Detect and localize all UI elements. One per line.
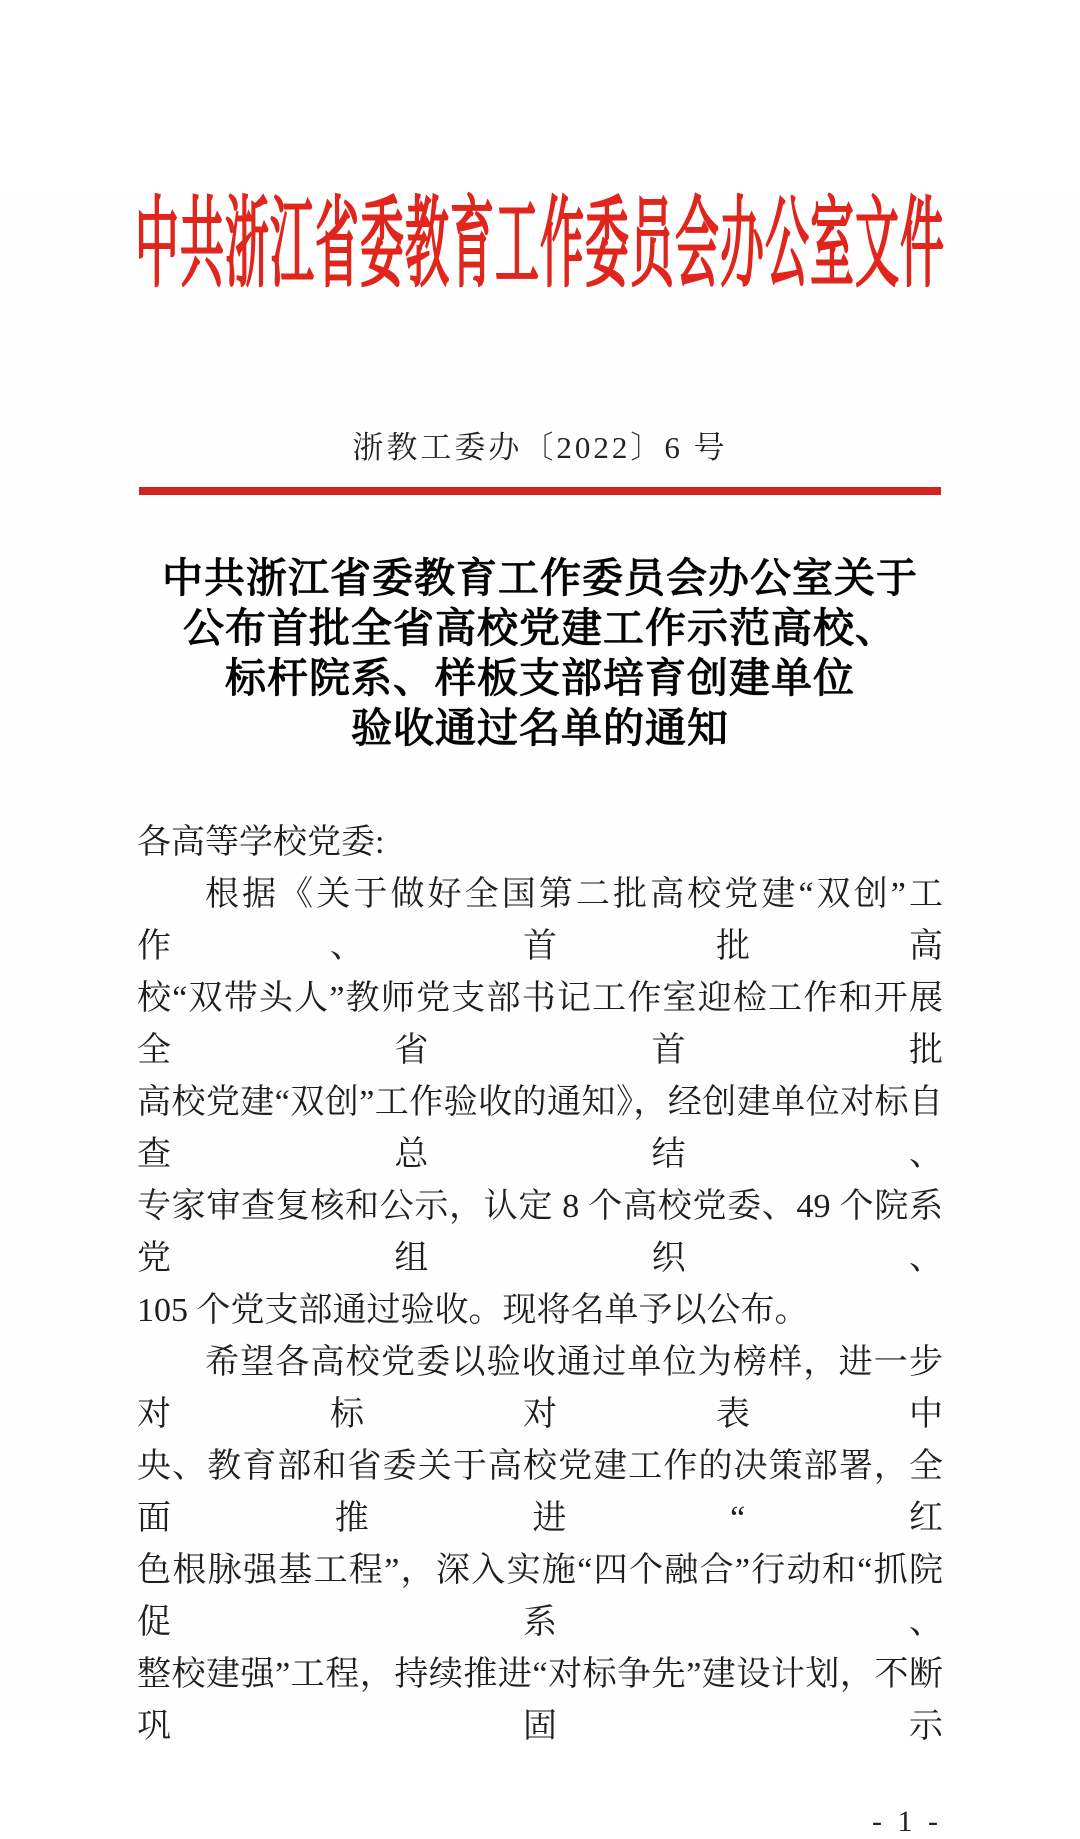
document-title-line-3: 标杆院系、样板支部培育创建单位 — [225, 655, 855, 701]
body-line: 央、教育部和省委关于高校党建工作的决策部署，全面推进“红 — [137, 1448, 943, 1537]
body-line: 根据《关于做好全国第二批高校党建“双创”工作、首批高 — [137, 876, 943, 965]
document-title-line-2: 公布首批全省高校党建工作示范高校、 — [183, 605, 897, 651]
body-line: 色根脉强基工程”，深入实施“四个融合”行动和“抓院促系、 — [137, 1552, 943, 1641]
document-body — [137, 817, 943, 1753]
page-number: - 1 - — [872, 1805, 942, 1838]
salutation-line: 各高等学校党委: — [137, 824, 385, 861]
red-separator-rule — [139, 487, 941, 495]
body-line: 希望各高校党委以验收通过单位为榜样，进一步对标对表中 — [137, 1344, 943, 1433]
body-line: 校“双带头人”教师党支部书记工作室迎检工作和开展全省首批 — [137, 980, 943, 1069]
document-page — [0, 189, 1080, 1838]
body-line: 专家审查复核和公示，认定 8 个高校党委、49 个院系党组织、 — [137, 1188, 943, 1277]
letterhead-title: 中共浙江省委教育工作委员会办公室文件 — [135, 189, 945, 300]
letterhead-banner — [0, 189, 1080, 300]
document-title — [0, 553, 1080, 753]
document-reference-number: 浙教工委办〔2022〕6 号 — [352, 430, 728, 465]
document-title-line-1: 中共浙江省委教育工作委员会办公室关于 — [162, 555, 918, 601]
body-line: 整校建强”工程，持续推进“对标争先”建设计划，不断巩固示 — [137, 1656, 943, 1745]
document-title-line-4: 验收通过名单的通知 — [351, 705, 729, 751]
body-line: 105 个党支部通过验收。现将名单予以公布。 — [137, 1292, 809, 1329]
body-line: 高校党建“双创”工作验收的通知》，经创建单位对标自查总结、 — [137, 1084, 943, 1173]
